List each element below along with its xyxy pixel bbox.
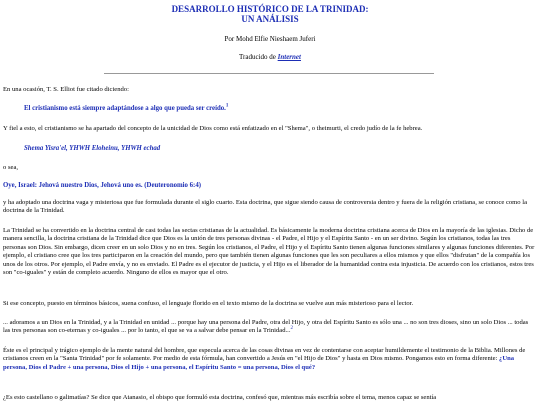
paragraph-doctrine-intro: y ha adoptado una doctrina vaga y misteriosa que fue formulada durante el siglo cuarto. Esta doctrina, que sigue siendo causa de controversia dentro y fuera de la religión cristiana, se conoce como la doctrina de la Trinidad. — [3, 199, 528, 215]
paragraph-o-sea: o sea, — [3, 164, 19, 171]
quote-shema-hebrew: Shema Yisra'el, YHWH Eloheinu, YHWH echad — [24, 145, 161, 152]
internet-link[interactable]: Internet — [277, 53, 301, 61]
creed-text: ... adoramos a un Dios en la Trinidad, y a la Trinidad en unidad ... porque hay una persona del Padre, otra del Hijo, y otra del Espíritu Santo es sólo una ... no son tres dioses, sino un solo Dios ... todas las tres personas son co-eternas y co-iguales ... por lo tanto, el que se va a salvar debe pensar en la Trinidad... — [3, 319, 529, 335]
paragraph-trinity-explained: La Trinidad se ha convertido en la doctrina central de casi todas las sectas cristianas de la actualidad. Es básicamente la moderna doctrina cristiana acerca de Dios en la mayoría de las iglesias. Dicho de manera sencilla, la doctrina cristiana de la Trinidad dice que Dios es la unión de tres personas divinas - el Padre, el Hijo y el Espíritu Santo - en un ser divino. Según los cristianos, todas las tres personas son Dios. Sin embargo, dicen creer en un solo Dios y no en tres. Según los cristianos, el Padre, el Hijo y el Espíritu Santo tienen algunas funciones similares y algunas funciones diferentes. Por ejemplo, el cristiano cree que los tres participaron en la creación del mundo, pero que también tienen algunas funciones que les son peculiares a ellos mismos y que ellos "disfrutan" de la compañía los unos de los otros. Por ejemplo, el Padre envía, y no es enviado. El Padre es el ejecutor de justicia, y el Hijo es el liberador de la humanidad contra esta injusticia. De acuerdo con los cristianos, estos tres son "co-iguales" y están de completo acuerdo. Ninguno de ellos es mayor que el otro. — [3, 227, 535, 277]
page-title: DESARROLLO HISTÓRICO DE LA TRINIDAD: — [171, 4, 369, 14]
translated-prefix: Traducido de — [239, 53, 276, 61]
translation-credit — [0, 53, 540, 62]
paragraph-intro: En una ocasión, T. S. Elliot fue citado diciendo: — [3, 86, 129, 93]
paragraph-galimatias: ¿Es esto castellano o galimatías? Se dice que Atanasio, el obispo que formuló esta doctrina, confesó que, mientras más escribía sobre el tema, menos capaz se sentía — [3, 394, 437, 401]
paragraph-confusing: Si ese concepto, puesto en términos básicos, suena confuso, el lenguaje florido en el texto mismo de la doctrina se vuelve aun más misterioso para el lector. — [3, 300, 414, 307]
formula-question: ¿Una persona, Dios el Padre + una persona, Dios el Hijo + una persona, el Espíritu Santo = una persona, Dios el qué? — [3, 355, 515, 371]
page-subtitle: UN ANÁLISIS — [241, 14, 299, 24]
author-line: Por Mohd Elfie Nieshaem Juferi — [224, 35, 316, 43]
footnote-ref-1[interactable]: 1 — [225, 103, 229, 109]
quote-deuteronomy: Oye, Israel: Jehová nuestro Dios, Jehová uno es. (Deuteronomio 6:4) — [3, 182, 201, 189]
footnote-ref-2[interactable]: 2 — [290, 326, 293, 332]
quote-elliot — [24, 104, 524, 113]
horizontal-divider — [104, 73, 434, 74]
tragic-example-text: Éste es el principal y trágico ejemplo de la mente natural del hombre, que especula acerca de las cosas divinas en vez de contentarse con aceptar humildemente el testimonio de la Biblia. Millones de cristianos creen en la "Santa Trinidad" por fe solamente. Por medio de esta fórmula, han convertido a Jesús en "el Hijo de Dios" y hasta en Dios mismo. Pongamos esto en forma diferente: — [3, 347, 526, 363]
paragraph-shema: Y fiel a esto, el cristianismo se ha apartado del concepto de la unicidad de Dios como está enfatizado en el "Shema", o theimurti, el credo judío de la fe hebrea. — [3, 125, 423, 132]
paragraph-athanasian-creed — [3, 319, 535, 336]
paragraph-tragic-example — [3, 347, 535, 372]
quote-elliot-text: El cristianismo está siempre adaptándose a algo que pueda ser creído. — [24, 105, 226, 112]
